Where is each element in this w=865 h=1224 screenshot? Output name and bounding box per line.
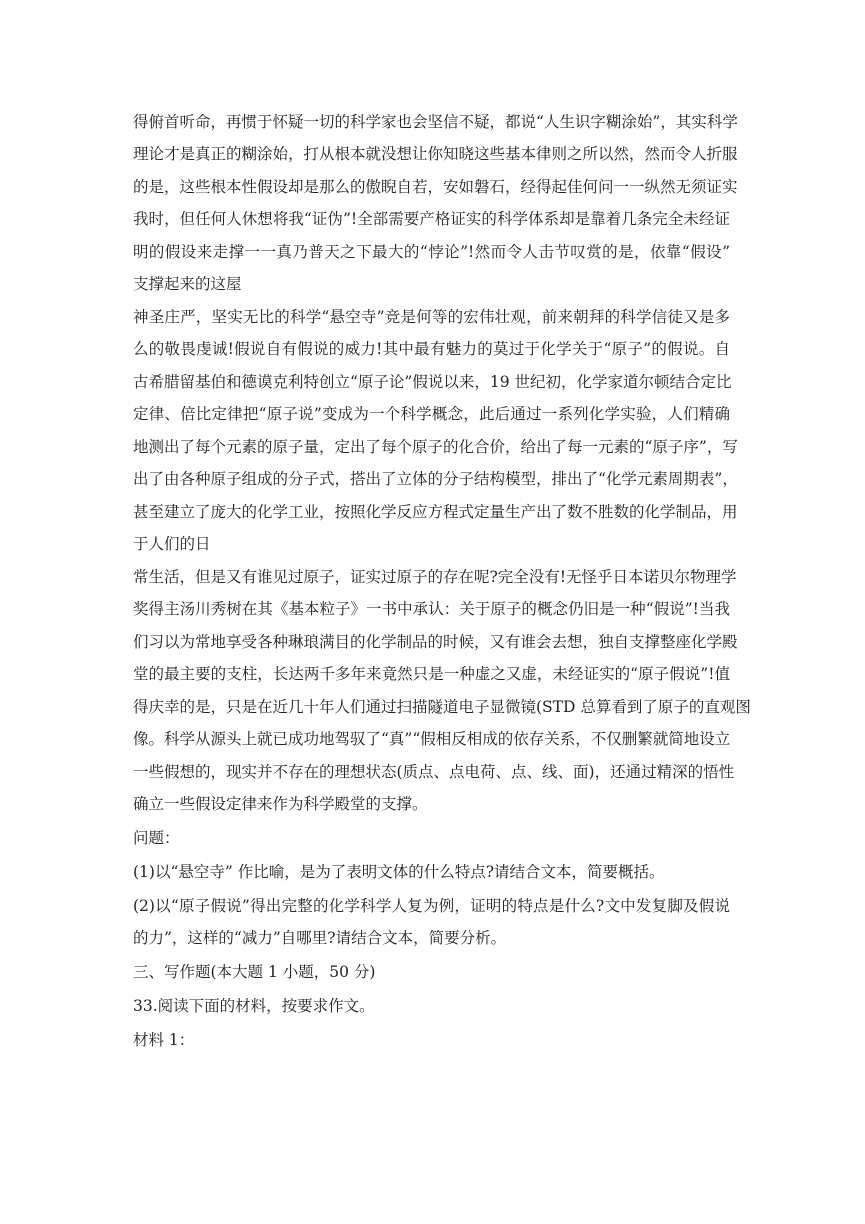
text-line: 出了由各种原子组成的分子式，搭出了立体的分子结构模型，排出了“化学元素周期表”， bbox=[133, 470, 738, 488]
text-line: 么的敬畏虔诚!假说自有假说的威力!其中最有魅力的莫过于化学关于“原子”的假说。自 bbox=[133, 340, 730, 358]
text-line: 奖得主汤川秀树在其《基本粒子》一书中承认：关于原子的概念仍旧是一种“假说”!当我 bbox=[133, 600, 730, 618]
text-line: 们习以为常地享受各种琳琅满目的化学制品的时候，又有谁会去想，独自支撑整座化学殿 bbox=[133, 633, 738, 651]
text-line: 得俯首听命，再惯于怀疑一切的科学家也会坚信不疑，都说“人生识字糊涂始”，其实科学 bbox=[133, 113, 738, 131]
text-line: 于人们的日 bbox=[133, 535, 211, 553]
text-line: 甚至建立了庞大的化学工业，按照化学反应方程式定量生产出了数不胜数的化学制品，用 bbox=[133, 503, 738, 521]
text-line: 理论才是真正的糊涂始，打从根本就没想让你知晓这些基本律则之所以然，然而令人折服 bbox=[133, 145, 738, 163]
text-line: 明的假设来走撑一一真乃普天之下最大的“悖论”!然而令人击节叹赏的是，依靠“假设” bbox=[133, 243, 730, 261]
text-line: 神圣庄严，坚实无比的科学“悬空寺”竞是何等的宏伟壮观，前来朝拜的科学信徒又是多 bbox=[133, 308, 730, 326]
question-heading: 问题： bbox=[133, 829, 180, 847]
text-line: 地测出了每个元素的原子量，定出了每个原子的化合价，给出了每一元素的“原子序”，写 bbox=[133, 438, 738, 456]
text-line: 的力”，这样的“减力”自哪里?请结合文本，简要分析。 bbox=[133, 929, 507, 947]
text-line: 像。科学从源头上就已成功地驾驭了“真”“假相反相成的依存关系，不仅删繁就简地设立 bbox=[133, 730, 731, 748]
text-line: 我时，但任何人休想将我“证伪”!全部需要产格证实的科学体系却是靠着几条完全未经证 bbox=[133, 210, 730, 228]
question-item: 33.阅读下面的材料，按要求作文。 bbox=[133, 997, 375, 1015]
text-line: 定律、倍比定律把“原子说”变成为一个科学概念，此后通过一系列化学实验，人们精确 bbox=[133, 405, 730, 423]
text-line: 支撑起来的这屋 bbox=[133, 275, 242, 293]
question-item: (1)以“悬空寺” 作比喻，是为了表明文体的什么特点?请结合文本，简要概括。 bbox=[133, 863, 665, 881]
material-label: 材料 1： bbox=[133, 1031, 195, 1049]
text-line: 古希腊留基伯和德谟克利特创立“原子论”假说以来，19 世纪初，化学家道尔顿结合定比 bbox=[133, 373, 732, 391]
question-item: (2)以“原子假说”得出完整的化学科学人复为例，证明的特点是什么?文中发复脚及假说 bbox=[133, 897, 730, 915]
text-line: 常生活，但是又有谁见过原子，证实过原子的存在呢?完全没有!无怪乎日本诺贝尔物理学 bbox=[133, 568, 737, 586]
text-line: 得庆幸的是，只是在近几十年人们通过扫描隧道电子显微镜(STD 总算看到了原子的直观图 bbox=[133, 698, 751, 716]
text-line: 的是，这些根本性假设却是那么的傲睨自若，安如磐石，经得起佳何问一一纵然无须证实 bbox=[133, 178, 738, 196]
text-line: 堂的最主要的支柱，长达两千多年来竟然只是一种虚之又虚，未经证实的“原子假说”!值 bbox=[133, 665, 730, 683]
section-heading: 三、写作题(本大题 1 小题，50 分) bbox=[133, 963, 376, 981]
text-line: 一些假想的，现实并不存在的理想状态(质点、点电荷、点、线、面)，还通过精深的悟性 bbox=[133, 763, 735, 781]
text-line: 确立一些假设定律来作为科学殿堂的支撑。 bbox=[133, 795, 428, 813]
